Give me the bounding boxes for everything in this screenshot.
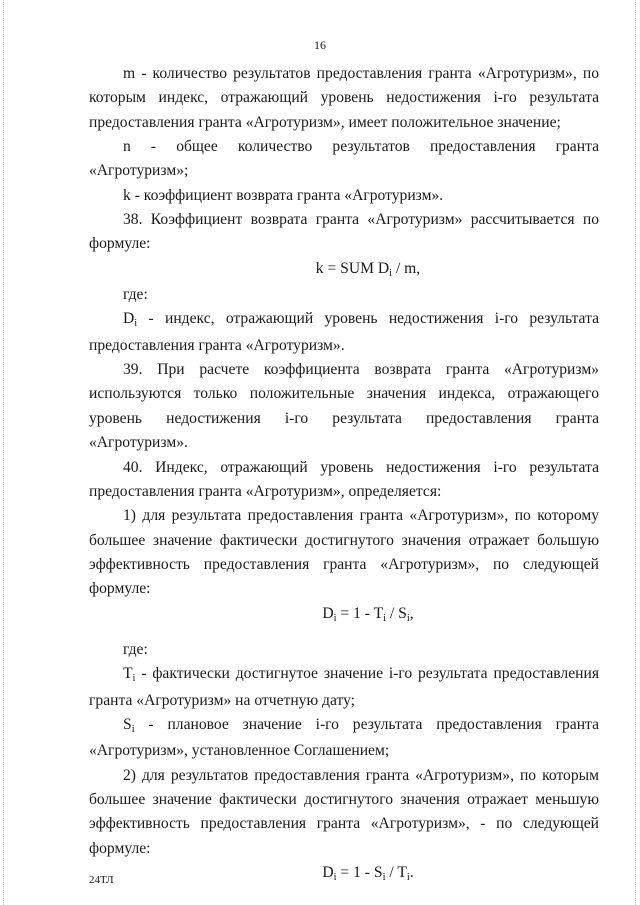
formula: k = SUM Di / m, <box>315 259 421 279</box>
paragraph: m - количество результатов предоставления гранта «Агротуризм», по которым индекс, отражающий уровень недостижения i-го результата предоставления гранта «Агротуризм», имеет положительное значение; <box>89 65 599 131</box>
paragraph: k - коэффициент возврата гранта «Агротуризм». <box>123 186 444 204</box>
paragraph: Di - индекс, отражающий уровень недостижения i-го результата предоставления гранта «Агротуризм». <box>89 310 599 354</box>
paragraph: Si - плановое значение i-го результата предоставления гранта «Агротуризм», установленное Соглашением; <box>89 715 599 760</box>
scan-edge-left <box>3 0 5 905</box>
footer-code: 24ТЛ <box>89 874 114 886</box>
document-body <box>89 62 599 887</box>
paragraph: 39. При расчете коэффициента возврата гранта «Агротуризм» используются только положительные значения индекса, отражающего уровень недостижения i-го результата предоставления гранта «Агротуризм». <box>89 361 599 452</box>
paragraph: 40. Индекс, отражающий уровень недостижения i-го результата предоставления гранта «Агротуризм», определяется: <box>89 458 599 500</box>
paragraph: n - общее количество результатов предоставления гранта «Агротуризм»; <box>89 138 599 180</box>
formula: Di = 1 - Si / Ti. <box>322 864 414 883</box>
formula: Di = 1 - Ti / Si, <box>322 604 414 624</box>
paragraph: Ti - фактически достигнутое значение i-го результата предоставления гранта «Агротуризм» на отчетную дату; <box>89 665 599 709</box>
paragraph: 1) для результата предоставления гранта «Агротуризм», по которому большее значение фактически достигнутого значения отражает большую эффективность предоставления гранта «Агротуризм», по следующей формуле: <box>89 507 599 598</box>
scan-edge-right <box>635 0 637 905</box>
page-number: 16 <box>314 38 326 52</box>
paragraph: 2) для результатов предоставления гранта «Агротуризм», по которым большее значение фактически достигнутого значения отражает меньшую эффективность предоставления гранта «Агротуризм», - по следующей формуле: <box>89 766 599 857</box>
paragraph: где: <box>123 640 148 658</box>
paragraph: 38. Коэффициент возврата гранта «Агротуризм» рассчитывается по формуле: <box>89 211 599 253</box>
paragraph: где: <box>123 286 148 304</box>
